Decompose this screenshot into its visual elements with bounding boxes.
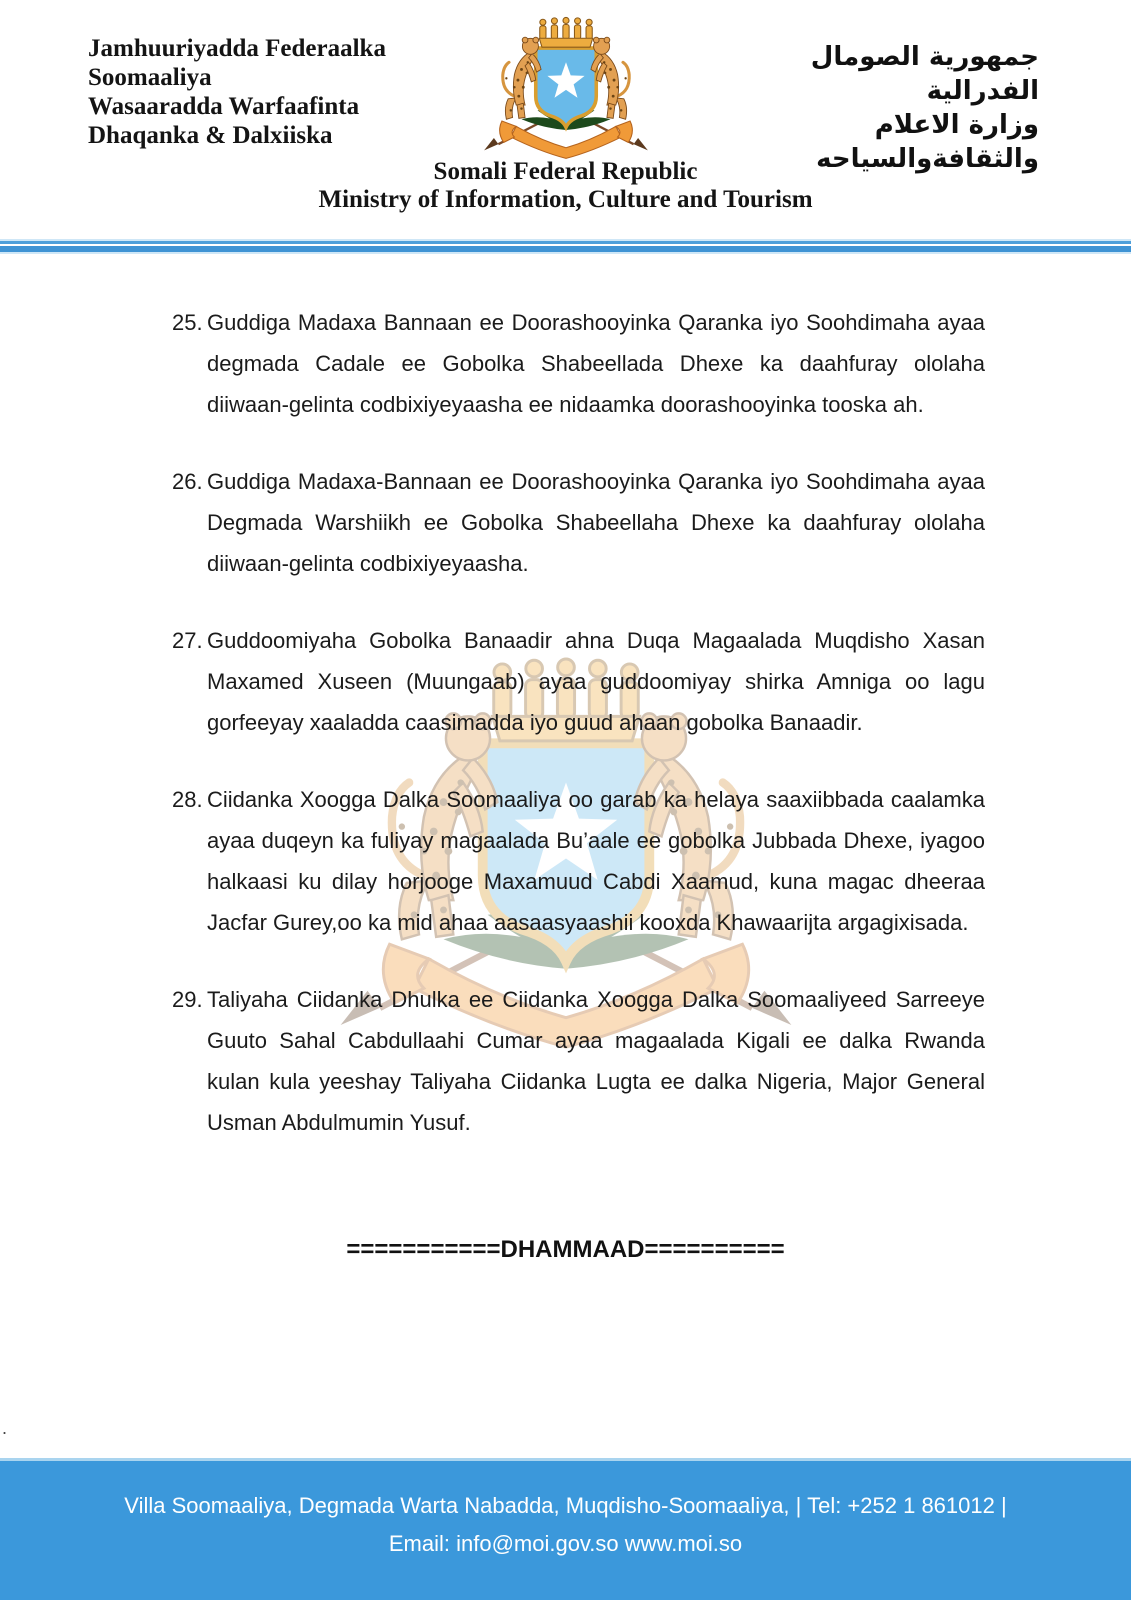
press-release-list [172, 302, 985, 1179]
ministry-name-arabic [699, 40, 1039, 176]
ministry-name-line: Soomaaliya [88, 64, 212, 91]
list-item [172, 302, 985, 425]
ministry-name-somali [88, 34, 448, 150]
republic-title: Somali Federal Republic [433, 158, 698, 185]
end-of-document-marker: ===========DHAMMAAD========== [346, 1236, 785, 1263]
item-text: Guddoomiyaha Gobolka Banaadir ahna Duqa Magaalada Muqdisho Xasan Maxamed Xuseen (Muungaab) ayaa guddoomiyay shirka Amniga oo lagu gorfeeyay xaaladda caasimadda iyo guud ahaan gobolka Banaadir. [207, 628, 985, 735]
stray-period: . [2, 1418, 8, 1438]
somalia-coat-of-arms-icon [477, 14, 655, 169]
ministry-name-line: Jamhuuriyadda Federaalka [88, 35, 386, 62]
list-item [172, 461, 985, 584]
ministry-title: Ministry of Information, Culture and Tourism [318, 186, 813, 213]
ministry-name-arabic-line: وزارة الاعلام [874, 110, 1039, 140]
item-number: 26. [172, 469, 203, 494]
footer-address-line: Villa Soomaaliya, Degmada Warta Nabadda, Muqdisho-Soomaaliya, | Tel: +252 1 861012 | [124, 1493, 1007, 1518]
header-divider-rule [0, 238, 1131, 254]
item-text: Taliyaha Ciidanka Dhulka ee Ciidanka Xoogga Dalka Soomaaliyeed Sarreeye Guuto Sahal Cabdullaahi Cumar ayaa magaalada Kigali ee dalka Rwanda kulan kula yeeshay Taliyaha Ciidanka Lugta ee dalka Nigeria, Major General Usman Abdulmumin Yusuf. [207, 987, 985, 1135]
item-text: Guddiga Madaxa-Bannaan ee Doorashooyinka Qaranka iyo Soohdimaha ayaa Degmada Warshiikh ee Gobolka Shabeellaha Dhexe ka daahfuray ololaha diiwaan-gelinta codbixiyeyaasha. [207, 469, 985, 576]
footer-contact-line: Email: info@moi.gov.so www.moi.so [388, 1531, 743, 1556]
ministry-name-arabic-line: والثقافةوالسياحه [816, 144, 1039, 174]
list-item [172, 779, 985, 943]
item-number: 28. [172, 787, 203, 812]
item-number: 25. [172, 310, 203, 335]
footer-bar [0, 1458, 1131, 1600]
list-item [172, 979, 985, 1143]
item-text: Ciidanka Xoogga Dalka Soomaaliya oo garab ka helaya saaxiibbada caalamka ayaa duqeyn ka fuliyay magaalada Bu’aale ee gobolka Jubbada Dhexe, iyagoo halkaasi ku dilay horjooge Maxamuud Cabdi Xaamud, kuna magac dheeraa Jacfar Gurey,oo ka mid ahaa aasaasyaashii kooxda Khawaarijta argagixisada. [207, 787, 985, 935]
item-number: 27. [172, 628, 203, 653]
item-text: Guddiga Madaxa Bannaan ee Doorashooyinka Qaranka iyo Soohdimaha ayaa degmada Cadale ee Gobolka Shabeellada Dhexe ka daahfuray ololaha diiwaan-gelinta codbixiyeyaasha ee nidaamka doorashooyinka tooska ah. [207, 310, 985, 417]
list-item [172, 620, 985, 743]
item-number: 29. [172, 987, 203, 1012]
ministry-name-line: Dhaqanka & Dalxiiska [88, 122, 333, 149]
ministry-name-arabic-line: جمهورية الصومال الفدرالية [810, 42, 1039, 106]
ministry-name-line: Wasaaradda Warfaafinta [88, 93, 360, 120]
